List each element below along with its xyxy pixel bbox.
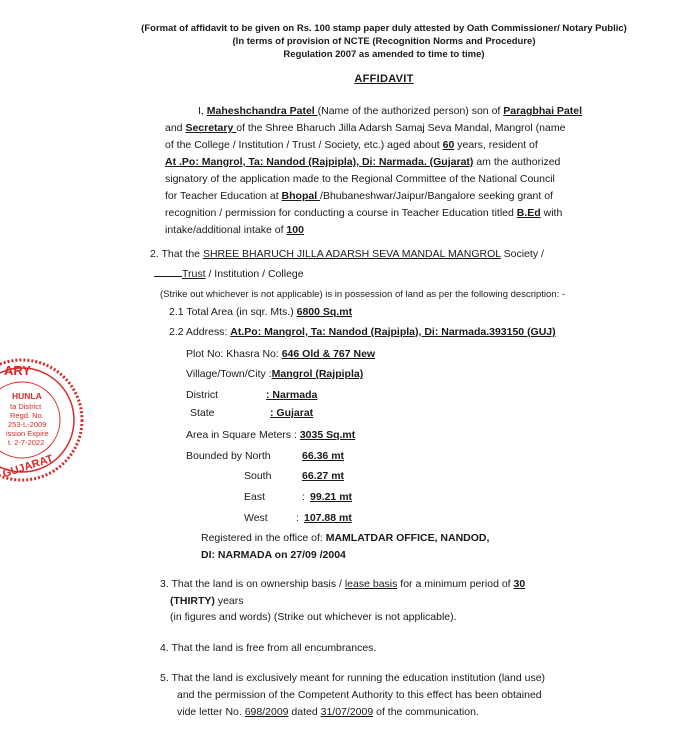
- text: 2. That the: [150, 248, 203, 260]
- clause-2: [150, 248, 544, 260]
- course-title: B.Ed: [516, 207, 541, 219]
- south-label: South: [244, 470, 272, 482]
- registered-office: MAMLATDAR OFFICE, NANDOD,: [325, 532, 490, 544]
- text: 3. That the land is on ownership basis /: [160, 578, 345, 590]
- district-label: District: [186, 389, 219, 401]
- text: intake/additional intake of: [165, 224, 287, 236]
- stamp-line: HUNLA: [12, 391, 42, 401]
- north-value: 66.36 mt: [302, 450, 345, 462]
- text: of the communication.: [373, 706, 479, 718]
- district-value: : Narmada: [266, 389, 318, 401]
- lease-period-words: (THIRTY): [170, 595, 215, 607]
- clause-3: [160, 578, 525, 590]
- plot-value: 646 Old & 767 New: [281, 348, 376, 360]
- stamp-bottom-text: GUJARAT: [1, 452, 55, 481]
- plot-row: [186, 348, 375, 360]
- address-value: At.Po: Mangrol, Ta: Nandod (Rajpipla), Di: Narmada.393150 (GUJ): [230, 326, 556, 338]
- state-label: State: [190, 407, 215, 419]
- text: /Bhubaneshwar/Jaipur/Bangalore seeking grant of: [320, 190, 553, 202]
- resident-address: At .Po: Mangrol, Ta: Nandod (Rajpipla), Di: Narmada. (Gujarat): [165, 156, 474, 168]
- address-label: 2.2 Address:: [169, 326, 231, 338]
- father-name: Paragbhai Patel: [503, 105, 583, 117]
- plot-label: Plot No: Khasra No:: [186, 348, 282, 360]
- village-label: Village/Town/City :: [186, 368, 272, 380]
- affidavit-page: [86, 0, 682, 733]
- south-value: 66.27 mt: [302, 470, 345, 482]
- registered-row: [201, 532, 489, 544]
- clause-2-note: (Strike out whichever is not applicable) is in possession of land as per the following description: -: [160, 289, 566, 300]
- text: / Institution / College: [205, 268, 304, 280]
- text: vide letter No.: [177, 706, 245, 718]
- clause-5-line2: and the permission of the Competent Authority to this effect has been obtained: [177, 689, 542, 701]
- total-area-label: 2.1 Total Area (in sqr. Mts.): [169, 306, 297, 318]
- age: 60: [442, 139, 455, 151]
- registered-district-date: DI: NARMADA on 27/09 /2004: [201, 549, 346, 561]
- total-area-value: 6800 Sq.mt: [296, 306, 353, 318]
- lease-basis: lease basis: [344, 578, 398, 590]
- text: of the Shree Bharuch Jilla Adarsh Samaj Seva Mandal, Mangrol (name: [236, 122, 566, 134]
- west-value: 107.88 mt: [304, 512, 352, 524]
- stamp-top-text: ARY: [4, 363, 31, 378]
- clause-2-type: [154, 268, 304, 280]
- state-row: [190, 407, 314, 419]
- intro-paragraph: [165, 103, 615, 239]
- west-row: West : 107.88 mt: [244, 512, 352, 524]
- header-line: Regulation 2007 as amended to time to time): [283, 49, 485, 60]
- sqm-value: 3035 Sq.mt: [299, 429, 356, 441]
- west-label: West: [244, 512, 268, 524]
- north-label: Bounded by North: [186, 450, 271, 462]
- text: and: [165, 122, 186, 134]
- text: years: [214, 595, 244, 607]
- sqm-row: [186, 429, 355, 441]
- clause-4: 4. That the land is free from all encumbrances.: [160, 642, 377, 654]
- total-area-row: [169, 306, 352, 318]
- authorized-person-name: Maheshchandra Patel: [206, 105, 318, 117]
- text: (Name of the authorized person) son of: [317, 105, 504, 117]
- text: of the College / Institution / Trust / Society, etc.) aged about: [165, 139, 443, 151]
- text: dated: [288, 706, 321, 718]
- address-row: [169, 326, 556, 338]
- page-title: AFFIDAVIT: [354, 73, 414, 85]
- intake: 100: [286, 224, 304, 236]
- designation: Secretary: [185, 122, 237, 134]
- text: for Teacher Education at: [165, 190, 282, 202]
- header-line: (Format of affidavit to be given on Rs. 100 stamp paper duly attested by Oath Commissioner/ Notary Public): [141, 23, 627, 34]
- regional-city: Bhopal: [281, 190, 321, 202]
- text: with: [540, 207, 563, 219]
- text: Society /: [500, 248, 544, 260]
- trust-option: Trust: [182, 268, 206, 280]
- clause-5-line3: [177, 706, 479, 718]
- letter-date: 31/07/2009: [320, 706, 374, 718]
- registered-label: Registered in the office of:: [201, 532, 326, 544]
- village-value: Mangrol (Rajpipla): [271, 368, 364, 380]
- north-row: [186, 450, 345, 462]
- stamp-line: ission Expire: [6, 429, 49, 438]
- header-line: (In terms of provision of NCTE (Recognition Norms and Procedure): [232, 36, 536, 47]
- stamp-line: 253-L-2009: [8, 420, 47, 429]
- east-row: East : 99.21 mt: [244, 491, 353, 503]
- society-name: SHREE BHARUCH JILLA ADARSH SEVA MANDAL MANGROL: [202, 248, 501, 260]
- sqm-label: Area in Square Meters :: [186, 429, 300, 441]
- stamp-line: Regd. No.: [10, 411, 44, 420]
- text: am the authorized: [473, 156, 561, 168]
- text: I,: [198, 105, 207, 117]
- letter-number: 698/2009: [244, 706, 289, 718]
- format-header: [86, 22, 682, 61]
- text: years, resident of: [454, 139, 538, 151]
- district-row: [186, 389, 318, 401]
- lease-period: 30: [513, 578, 526, 590]
- clause-3-words: [170, 595, 244, 607]
- stamp-line: t. 2-7-2022: [8, 438, 45, 447]
- east-label: East: [244, 491, 266, 503]
- text: for a minimum period of: [397, 578, 514, 590]
- clause-5-line1: 5. That the land is exclusively meant for running the education institution (land use): [160, 672, 546, 684]
- village-row: [186, 368, 363, 380]
- south-row: [244, 470, 345, 482]
- state-value: : Gujarat: [270, 407, 314, 419]
- clause-3-note: (in figures and words) (Strike out whichever is not applicable).: [170, 611, 457, 623]
- text: recognition / permission for conducting a course in Teacher Education titled: [165, 207, 517, 219]
- east-value: 99.21 mt: [310, 491, 353, 503]
- text: signatory of the application made to the Regional Committee of the National Council: [165, 173, 555, 185]
- stamp-line: ta District: [10, 402, 42, 411]
